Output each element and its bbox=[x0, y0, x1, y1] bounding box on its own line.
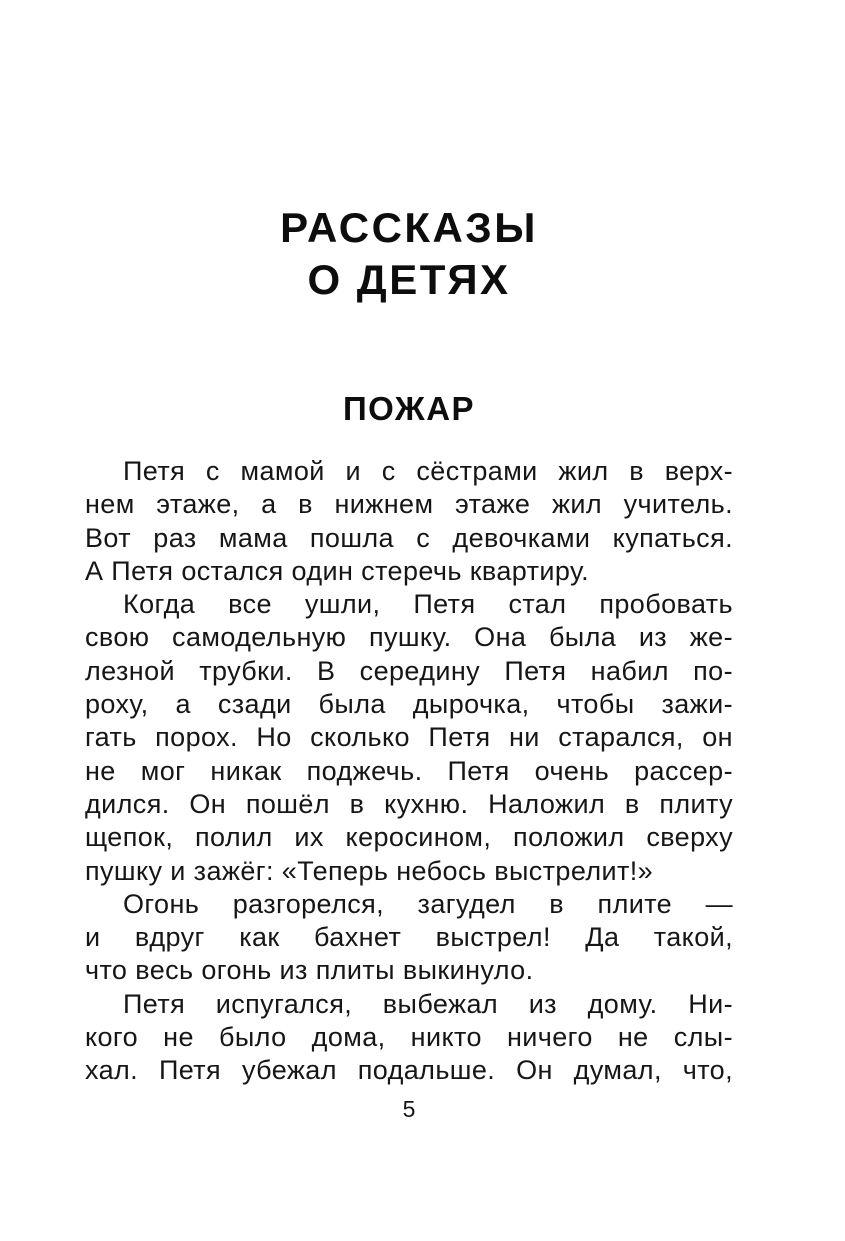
paragraph bbox=[85, 588, 733, 888]
paragraph bbox=[85, 988, 733, 1088]
story-text bbox=[85, 455, 733, 1088]
text-line: что весь огонь из плиты выкинуло. bbox=[85, 955, 534, 986]
text-line: щепок, полил их керосином, положил сверху bbox=[85, 822, 733, 853]
paragraph bbox=[85, 888, 733, 988]
page-number: 5 bbox=[402, 1096, 416, 1122]
text-line: не мог никак поджечь. Петя очень рассер- bbox=[85, 755, 733, 786]
text-line: и вдруг как бахнет выстрел! Да такой, bbox=[85, 922, 733, 953]
story-title: ПОЖАР bbox=[342, 390, 476, 427]
book-section-title bbox=[85, 202, 733, 306]
text-line: гать порох. Но сколько Петя ни старался, он bbox=[85, 722, 733, 753]
text-line: роху, а сзади была дырочка, чтобы зажи- bbox=[85, 689, 733, 720]
text-line: пушку и зажёг: «Теперь небось выстрелит!» bbox=[85, 855, 654, 886]
text-line: Вот раз мама пошла с девочками купаться. bbox=[85, 522, 733, 553]
text-line: дился. Он пошёл в кухню. Наложил в плиту bbox=[85, 788, 733, 819]
text-line: свою самодельную пушку. Она была из же- bbox=[85, 622, 733, 653]
book-section-title-line1: РАССКАЗЫ bbox=[280, 204, 538, 251]
text-line: лезной трубки. В середину Петя набил по- bbox=[85, 655, 733, 686]
text-line: Петя с мамой и с сёстрами жил в верх- bbox=[123, 456, 733, 486]
text-line: А Петя остался один стеречь квартиру. bbox=[85, 555, 590, 586]
text-line: Петя испугался, выбежал из дому. Ни- bbox=[123, 988, 733, 1019]
book-section-title-line2: О ДЕТЯХ bbox=[307, 256, 511, 303]
paragraph bbox=[85, 455, 733, 588]
text-line: Когда все ушли, Петя стал пробовать bbox=[123, 589, 733, 620]
text-line: хал. Петя убежал подальше. Он думал, что, bbox=[85, 1055, 733, 1086]
text-line: Огонь разгорелся, загудел в плите — bbox=[123, 888, 733, 919]
text-line: кого не было дома, никто ничего не слы- bbox=[85, 1022, 733, 1053]
text-line: нем этаже, а в нижнем этаже жил учитель. bbox=[85, 489, 733, 520]
